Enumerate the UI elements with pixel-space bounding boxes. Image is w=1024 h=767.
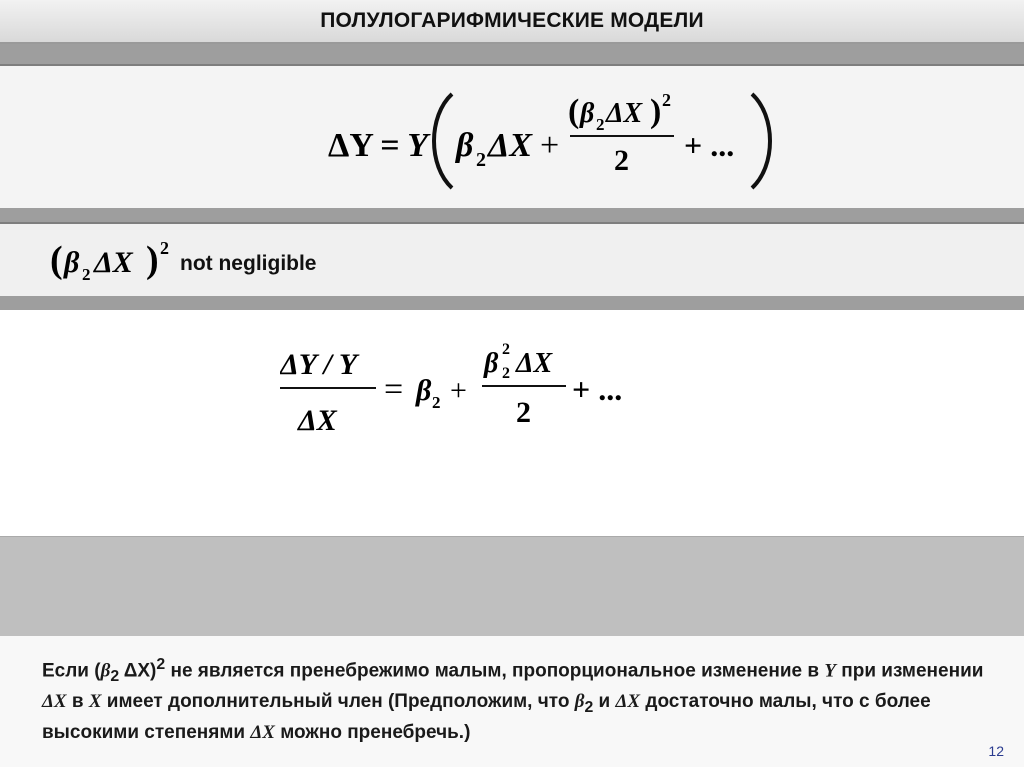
f1-dx: ΔX [488, 127, 532, 164]
left-paren [434, 94, 452, 188]
f3-tail: + ... [572, 371, 623, 407]
exp-t3: не является пренебрежимо малым, пропорциональное изменение в [165, 660, 825, 682]
exp-beta2: β [574, 691, 585, 713]
f3-den: ΔX [298, 404, 337, 437]
f3-num-sub2: 2 [502, 365, 510, 382]
f1-den: 2 [614, 144, 629, 177]
f1-num-lparen: ( [568, 93, 580, 130]
exp-t1: Если ( [42, 660, 101, 682]
f2-dx: ΔX [94, 246, 133, 279]
explanation-text [42, 652, 992, 745]
right-paren [752, 94, 770, 188]
explanation-panel [0, 636, 1024, 767]
f2-lparen: ( [50, 239, 63, 281]
exp-t9: можно пренебречь.) [274, 721, 471, 743]
f1-num-dx: ΔX [606, 98, 643, 129]
f2-rparen: ) [146, 239, 159, 281]
exp-y: Y [824, 660, 836, 682]
f1-beta: β [456, 127, 474, 164]
separator [0, 208, 1024, 222]
f3-den2: 2 [516, 396, 531, 429]
exp-dx3: ΔX [250, 721, 275, 743]
f3-num-dx: ΔX [516, 348, 553, 379]
f3-sub2: 2 [432, 393, 441, 412]
exp-t2: ΔX) [119, 660, 157, 682]
f1-num-sup2: 2 [662, 90, 671, 110]
empty-gray-region [0, 536, 1024, 637]
page-number: 12 [988, 743, 1004, 759]
exp-sub2b: 2 [584, 698, 594, 716]
f3-beta: β [416, 374, 432, 407]
f3-num-sup2: 2 [502, 341, 510, 358]
f2-sup2: 2 [160, 238, 169, 258]
exp-dx1: ΔX [42, 691, 67, 713]
f1-sub2: 2 [476, 149, 486, 171]
formula-proportional-change [280, 332, 680, 442]
exp-x: X [88, 691, 102, 713]
f3-num: ΔY / Y [280, 348, 358, 381]
f2-sub2: 2 [82, 265, 91, 284]
exp-beta: β [100, 660, 111, 682]
formula-panel-3 [0, 310, 1024, 536]
f3-plus: + [450, 374, 467, 407]
not-negligible-label: not negligible [180, 252, 317, 275]
formula-beta-dx-squared [50, 234, 190, 284]
separator [0, 296, 1024, 310]
formula-panel-2 [0, 222, 1024, 298]
f1-plus: + [540, 127, 560, 164]
separator [0, 44, 1024, 64]
title-bar [0, 0, 1024, 44]
formula-delta-y-expansion [328, 86, 788, 196]
f1-eq: = Y [380, 127, 429, 164]
f3-eq: = [384, 371, 404, 408]
exp-dx2: ΔX [615, 691, 641, 713]
slide-title: ПОЛУЛОГАРИФМИЧЕСКИЕ МОДЕЛИ [320, 9, 704, 32]
f1-tail: + ... [684, 127, 735, 163]
f3-num-beta: β [484, 348, 499, 379]
exp-t7: и [593, 691, 616, 713]
exp-sub2: 2 [110, 668, 120, 686]
exp-t6: имеет дополнительный член (Предположим, что [101, 691, 575, 713]
exp-t5: в [66, 691, 89, 713]
exp-t8: достаточно малы, что с более высокими степенями [42, 691, 931, 743]
f1-lhs: ΔY [328, 127, 374, 164]
f1-num-rparen: ) [650, 93, 662, 130]
f1-num-beta: β [580, 98, 595, 129]
f1-num-sub2: 2 [596, 115, 605, 134]
formula-panel-1 [0, 64, 1024, 210]
exp-sup2: 2 [156, 656, 166, 673]
f2-beta: β [64, 246, 80, 279]
exp-t4: при изменении [835, 660, 984, 682]
